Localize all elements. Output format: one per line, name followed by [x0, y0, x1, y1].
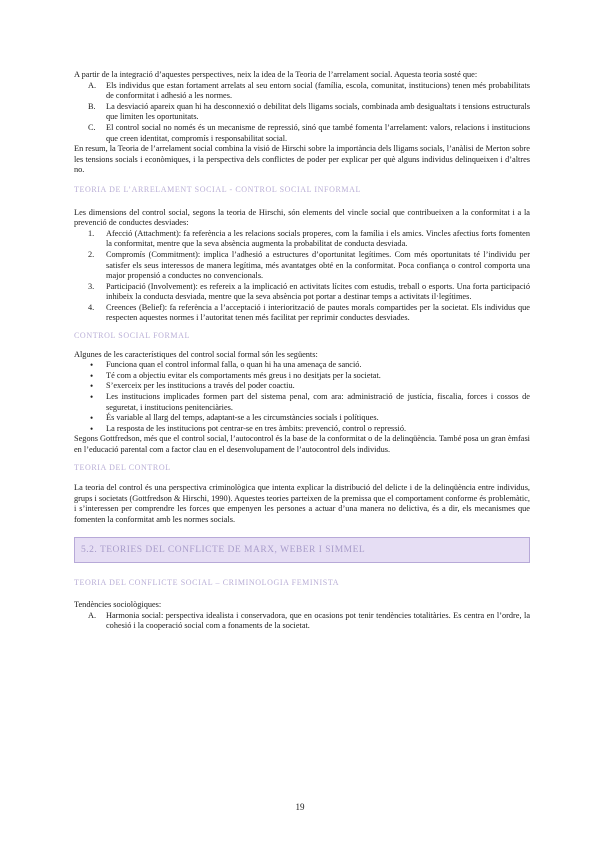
list-item-text: Afecció (Attachment): fa referència a les relacions socials properes, com la família i els amics. Vincles afectius forts fomenten la conformitat, mentre que la seva absència augmenta la probabilitat de conducta desviada.: [106, 228, 530, 249]
section-intro: Les dimensions del control social, segons la teoria de Hirschi, són elements del vincle social que contribueixen a la conformitat i a la prevenció de conductes desviades:: [74, 207, 530, 228]
list-marker: 3.: [88, 281, 95, 291]
list-item-text: Participació (Involvement): es refereix a la implicació en activitats lícites com estudis, treball o esports. Una forta participació inhibeix la conducta desviada, mentre que la seva absència pot portar a destinar temps a activitats il·legítimes.: [106, 281, 530, 302]
list-marker: C.: [88, 122, 96, 132]
characteristics-list: [74, 360, 530, 434]
section-outro: Segons Gottfredson, més que el control social, l’autocontrol és la base de la conformitat o de la delinqüència. També posa un gran èmfasi en l’educació parental com a factor clau en el desenvolupament de l’autocontrol dels individus.: [74, 434, 530, 454]
intro-list: [74, 81, 530, 145]
list-item-text: Creences (Belief): fa referència a l’acceptació i interiorització de pautes morals compartides per la societat. Els individus que respecten aquestes normes i l’autoritat tenen més facilitat per reprimir conductes desviades.: [106, 302, 530, 323]
section-heading-control-formal: CONTROL SOCIAL FORMAL: [74, 331, 191, 341]
summary-paragraph: En resum, la Teoria de l’arrelament social combina la visió de Hirschi sobre la importància dels lligams socials, l’anàlisi de Merton sobre les tensions socials i econòmiques, i la perspectiva dels conflictes de poder per explicar per què alguns individus delinqueixen i d’altres no.: [74, 144, 530, 175]
list-item: • Les institucions implicades formen part del sistema penal, com ara: administració de justícia, fiscalia, forces i cossos de seguretat, i institucions penitenciàries.: [74, 392, 530, 413]
list-marker: 1.: [88, 228, 95, 238]
section-heading-arrelament: TEORIA DE L’ARRELAMENT SOCIAL - CONTROL SOCIAL INFORMAL: [74, 184, 361, 194]
list-item: • És variable al llarg del temps, adaptant-se a les circumstàncies socials i polítiques.: [74, 413, 530, 424]
list-marker: A.: [88, 610, 97, 620]
list-item: [74, 123, 530, 144]
section-paragraph: La teoria del control és una perspectiva criminològica que intenta explicar la distribució del delicte i de la delinqüència entre individus, grups i societats (Gottfredson & Hirschi, 1990). Aquestes teories parteixen de la premissa que el comportament conforme és problemàtic, i s’interessen per comprendre les forces que empenyen les persones a actuar d’una manera no delictiva, és a dir, els mecanismes que fomenten la conformitat amb les normes socials.: [74, 483, 530, 524]
list-item-text: Compromís (Commitment): implica l’adhesió a estructures d’oportunitat legítimes. Com més oportunitats té l’individu per satisfer els seus interessos de manera legítima, més avantatges obté en la conformitat. Poca confiança o control comporta una major propensió a conductes no convencionals.: [106, 249, 530, 281]
section-heading-conflicte-social: TEORIA DEL CONFLICTE SOCIAL – CRIMINOLOGIA FEMINISTA: [74, 577, 340, 587]
list-item-text: La desviació apareix quan hi ha desconnexió o debilitat dels lligams socials, combinada amb desigualtats i tensions estructurals que limiten les oportunitats.: [106, 101, 530, 122]
section-intro: Tendències sociològiques:: [74, 600, 162, 610]
list-item-text: El control social no només és un mecanisme de repressió, sinó que també fomenta l’arrelament: valors, relacions i institucions que creen identitat, compromís i responsabilitat social.: [106, 122, 530, 143]
list-item-text: Els individus que estan fortament arrelats al seu entorn social (família, escola, comunitat, institucions) tenen més probabilitats de conformitat i adhesió a les normes.: [106, 80, 530, 101]
list-item: [74, 250, 530, 282]
list-item: [74, 229, 530, 250]
list-marker: A.: [88, 80, 97, 90]
tendencies-list: [74, 611, 530, 632]
chapter-heading-box: 5.2. TEORIES DEL CONFLICTE DE MARX, WEBER I SIMMEL: [74, 537, 530, 563]
list-item: • S’exerceix per les institucions a través del poder coactiu.: [74, 381, 530, 392]
list-item: • La resposta de les institucions pot centrar-se en tres àmbits: prevenció, control o repressió.: [74, 424, 530, 435]
list-item: [74, 102, 530, 123]
list-marker: B.: [88, 101, 96, 111]
list-item: [74, 303, 530, 324]
list-item: [74, 282, 530, 303]
dimensions-list: [74, 229, 530, 324]
page-content: [74, 70, 530, 632]
page-number: 19: [295, 802, 305, 812]
section-intro: Algunes de les característiques del control social formal són les següents:: [74, 349, 318, 359]
list-item: • Funciona quan el control informal falla, o quan hi ha una amenaça de sanció.: [74, 360, 530, 371]
list-item: [74, 611, 530, 632]
list-marker: 4.: [88, 302, 95, 312]
list-item-text: Harmonia social: perspectiva idealista i conservadora, que en ocasions pot tenir tendències totalitàries. Es centra en l’ordre, la cohesió i la cooperació social com a fonaments de la societat.: [106, 610, 530, 631]
intro-paragraph: A partir de la integració d’aquestes perspectives, neix la idea de la Teoria de l’arrelament social. Aquesta teoria sosté que:: [74, 70, 478, 79]
list-marker: 2.: [88, 249, 95, 259]
section-heading-teoria-control: TEORIA DEL CONTROL: [74, 462, 171, 472]
list-item: • Té com a objectiu evitar els comportaments més greus i no desitjats per la societat.: [74, 371, 530, 382]
list-item: [74, 81, 530, 102]
